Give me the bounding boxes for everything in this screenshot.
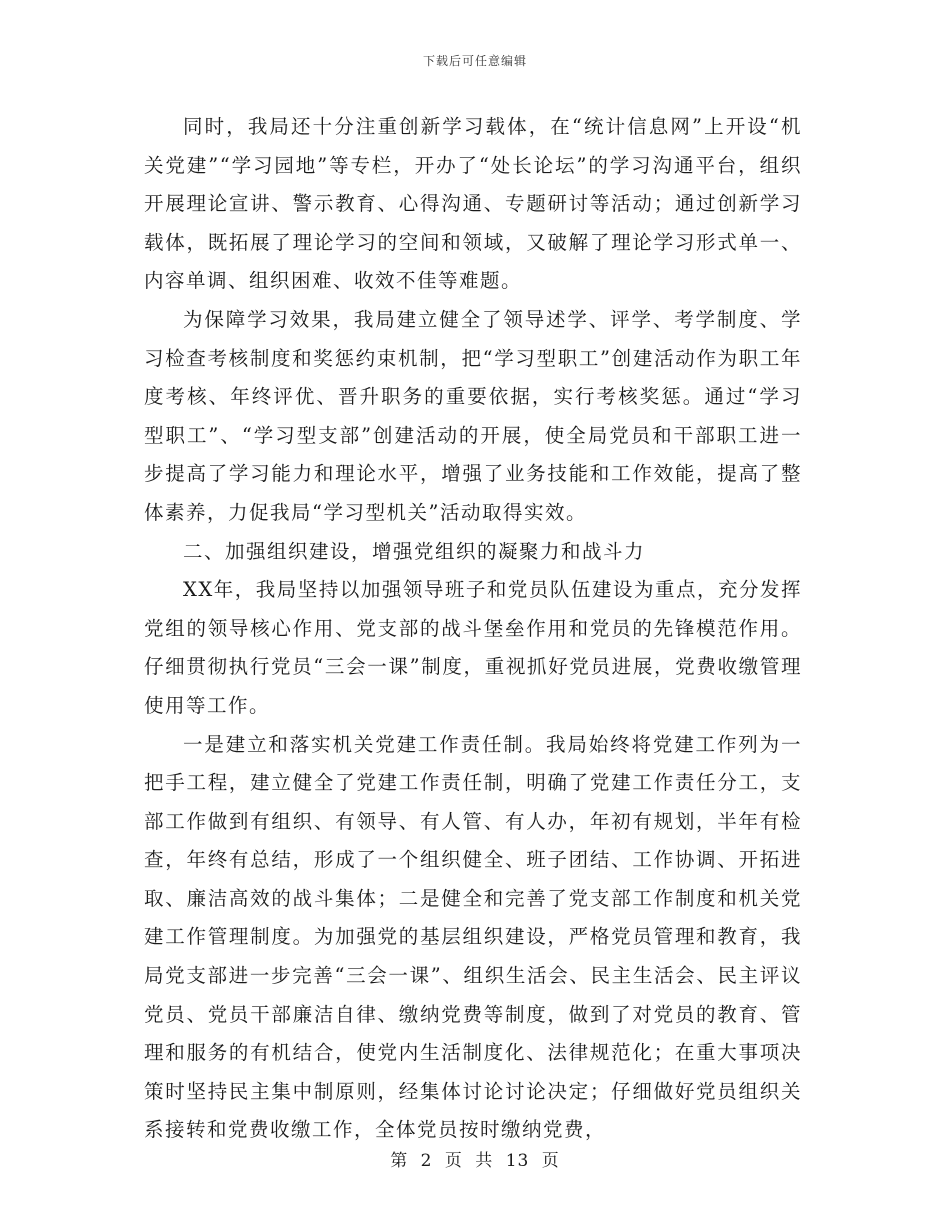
paragraph-3: XX年，我局坚持以加强领导班子和党员队伍建设为重点，充分发挥党组的领导核心作用、党支部的战斗堡垒作用和党员的先锋模范作用。仔细贯彻执行党员“三会一课”制度，重视抓好党员进展，党费收缴管理使用等工作。 [144,578,802,717]
paragraph-4: 一是建立和落实机关党建工作责任制。我局始终将党建工作列为一把手工程，建立健全了党建工作责任制，明确了党建工作责任分工，支部工作做到有组织、有领导、有人管、有人办，年初有规划，半年有检查，年终有总结，形成了一个组织健全、班子团结、工作协调、开拓进取、廉洁高效的战斗集体；二是健全和完善了党支部工作制度和机关党建工作管理制度。为加强党的基层组织建设，严格党员管理和教育，我局党支部进一步完善“三会一课”、组织生活会、民主生活会、民主评议党员、党员干部廉洁自律、缴纳党费等制度，做到了对党员的教育、管理和服务的有机结合，使党内生活制度化、法律规范化；在重大事项决策时坚持民主集中制原则，经集体讨论讨论决定；仔细做好党员组织关系接转和党费收缴工作，全体党员按时缴纳党费， [144,732,802,1142]
page-header-note: 下载后可任意编辑 [422,54,527,68]
document-body [144,108,802,1150]
paragraph-1: 同时，我局还十分注重创新学习载体，在“统计信息网”上开设“机关党建”“学习园地”等专栏，开办了“处长论坛”的学习沟通平台，组织开展理论宣讲、警示教育、心得沟通、专题研讨等活动；通过创新学习载体，既拓展了理论学习的空间和领域，又破解了理论学习形式单一、内容单调、组织困难、收效不佳等难题。 [144,115,802,293]
page-number: 第 2 页 共 13 页 [390,1151,560,1171]
section-heading: 二、加强组织建设，增强党组织的凝聚力和战斗力 [183,539,646,563]
paragraph-2: 为保障学习效果，我局建立健全了领导述学、评学、考学制度、学习检查考核制度和奖惩约束机制，把“学习型职工”创建活动作为职工年度考核、年终评优、晋升职务的重要依据，实行考核奖惩。通过“学习型职工”、“学习型支部”创建活动的开展，使全局党员和干部职工进一步提高了学习能力和理论水平，增强了业务技能和工作效能，提高了整体素养，力促我局“学习型机关”活动取得实效。 [144,307,802,524]
